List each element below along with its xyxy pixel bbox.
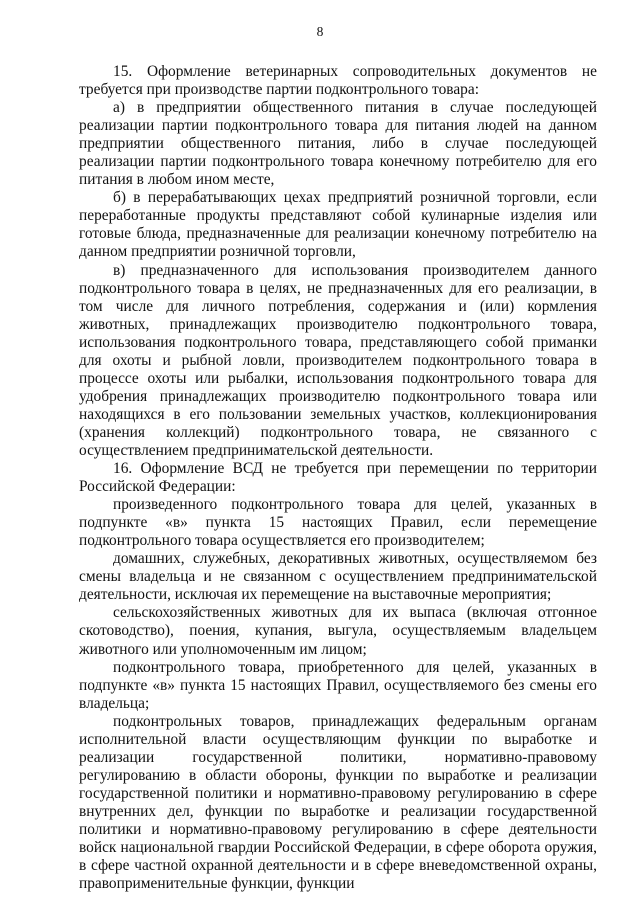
- paragraph-16-item-2: домашних, служебных, декоративных животных, осуществляемом без смены владельца и не связанном с осуществлением предпринимательской деятельности, исключая их перемещение на выставочные мероприятия;: [79, 550, 597, 604]
- paragraph-16-item-3: сельскохозяйственных животных для их выпаса (включая отгонное скотоводство), поения, купания, выгула, осуществляемым владельцем животного или уполномоченным им лицом;: [79, 604, 597, 658]
- paragraph-16-item-5: подконтрольных товаров, принадлежащих федеральным органам исполнительной власти осуществляющим функции по выработке и реализации государственной политики, нормативно-правовому регулированию в области обороны, функции по выработке и реализации государственной политики и нормативно-правовому регулированию в сфере внутренних дел, функции по выработке и реализации государственной политики и нормативно-правовому регулированию в сфере деятельности войск национальной гвардии Российской Федерации, в сфере оборота оружия, в сфере частной охранной деятельности и в сфере вневедомственной охраны, правоприменительные функции, функции: [79, 712, 597, 893]
- paragraph-16-item-4: подконтрольного товара, приобретенного для целей, указанных в подпункте «в» пункта 15 настоящих Правил, осуществляемого без смены его владельца;: [79, 658, 597, 712]
- paragraph-16-item-1: произведенного подконтрольного товара для целей, указанных в подпункте «в» пункта 15 настоящих Правил, если перемещение подконтрольного товара осуществляется его производителем;: [79, 496, 597, 550]
- paragraph-15-intro: 15. Оформление ветеринарных сопроводительных документов не требуется при производстве партии подконтрольного товара:: [79, 63, 597, 99]
- document-body: [79, 63, 597, 893]
- paragraph-15-a: а) в предприятии общественного питания в случае последующей реализации партии подконтрольного товара для питания людей на данном предприятии общественного питания, либо в случае последующей реализации партии подконтрольного товара конечному потребителю для его питания в любом ином месте,: [79, 99, 597, 189]
- paragraph-16-intro: 16. Оформление ВСД не требуется при перемещении по территории Российской Федерации:: [79, 460, 597, 496]
- paragraph-15-b: б) в перерабатывающих цехах предприятий розничной торговли, если переработанные продукты представляют собой кулинарные изделия или готовые блюда, предназначенные для реализации конечному потребителю на данном предприятии розничной торговли,: [79, 189, 597, 261]
- page-number: 8: [316, 24, 324, 39]
- paragraph-15-v: в) предназначенного для использования производителем данного подконтрольного товара в целях, не предназначенных для его реализации, в том числе для личного потребления, содержания и (или) кормления животных, принадлежащих производителю подконтрольного товара, использования подконтрольного товара, представляющего собой приманки для охоты и рыбной ловли, производителем подконтрольного товара в процессе охоты или рыбалки, использования подконтрольного товара для удобрения принадлежащих производителю подконтрольного товара или находящихся в его пользовании земельных участков, коллекционирования (хранения коллекций) подконтрольного товара, не связанного с осуществлением предпринимательской деятельности.: [79, 261, 597, 459]
